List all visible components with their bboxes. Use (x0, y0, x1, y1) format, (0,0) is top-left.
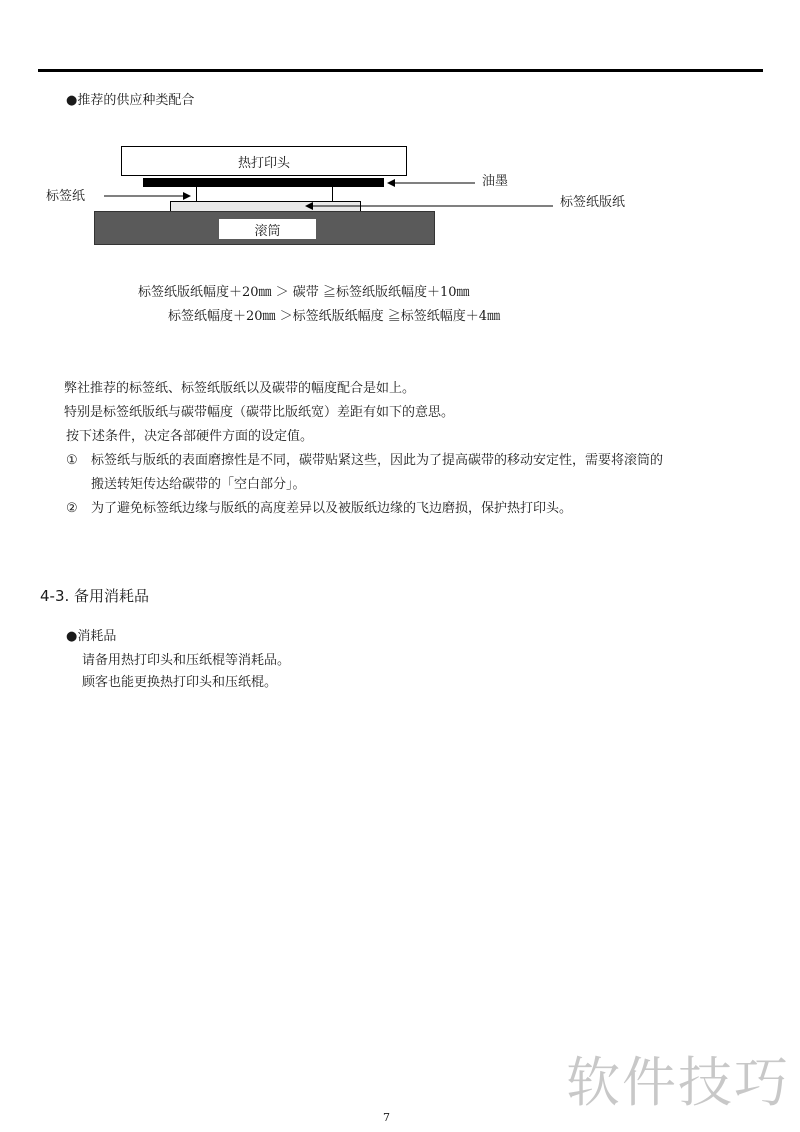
consumables-line-2: 顾客也能更换热打印头和压纸棍。 (82, 675, 278, 690)
list-item-2-number: ② (66, 501, 78, 516)
consumables-bullet-title: ●消耗品 (66, 629, 117, 644)
paragraph-1: 弊社推荐的标签纸、标签纸版纸以及碳带的幅度配合是如上。 (64, 381, 416, 396)
watermark-text: 软件技巧 (566, 1051, 790, 1114)
page-number: 7 (383, 1111, 390, 1124)
list-item-1-line-2: 搬送转矩传达给碳带的「空白部分」。 (91, 477, 306, 492)
label-paper-label: 标签纸 (46, 189, 86, 204)
thermal-head-label: 热打印头 (237, 155, 290, 171)
diagram-arrows (0, 0, 800, 260)
ink-label: 油墨 (482, 174, 509, 189)
paragraph-3: 按下述条件，决定各部硬件方面的设定值。 (66, 429, 314, 444)
section-heading-4-3: 4-3. 备用消耗品 (40, 587, 150, 605)
consumables-line-1: 请备用热打印头和压纸棍等消耗品。 (82, 653, 291, 668)
formula-line-1: 标签纸版纸幅度＋20㎜ ＞ 碳带 ≧标签纸版纸幅度＋10㎜ (138, 285, 470, 300)
formula-line-2: 标签纸幅度＋20㎜ ＞标签纸版纸幅度 ≧标签纸幅度＋4㎜ (168, 309, 501, 324)
list-item-2-line-1: 为了避免标签纸边缘与版纸的高度差异以及被版纸边缘的飞边磨损，保护热打印头。 (91, 501, 573, 516)
paragraph-2: 特别是标签纸版纸与碳带幅度（碳带比版纸宽）差距有如下的意思。 (64, 405, 455, 420)
backing-paper-label: 标签纸版纸 (560, 195, 626, 210)
list-item-1-line-1: 标签纸与版纸的表面磨擦性是不同，碳带贴紧这些，因此为了提高碳带的移动安定性，需要将滚筒的 (91, 453, 664, 468)
list-item-1-number: ① (66, 453, 78, 468)
section-bullet-title: ●推荐的供应种类配合 (66, 93, 195, 108)
roller-label: 滚筒 (219, 219, 316, 239)
